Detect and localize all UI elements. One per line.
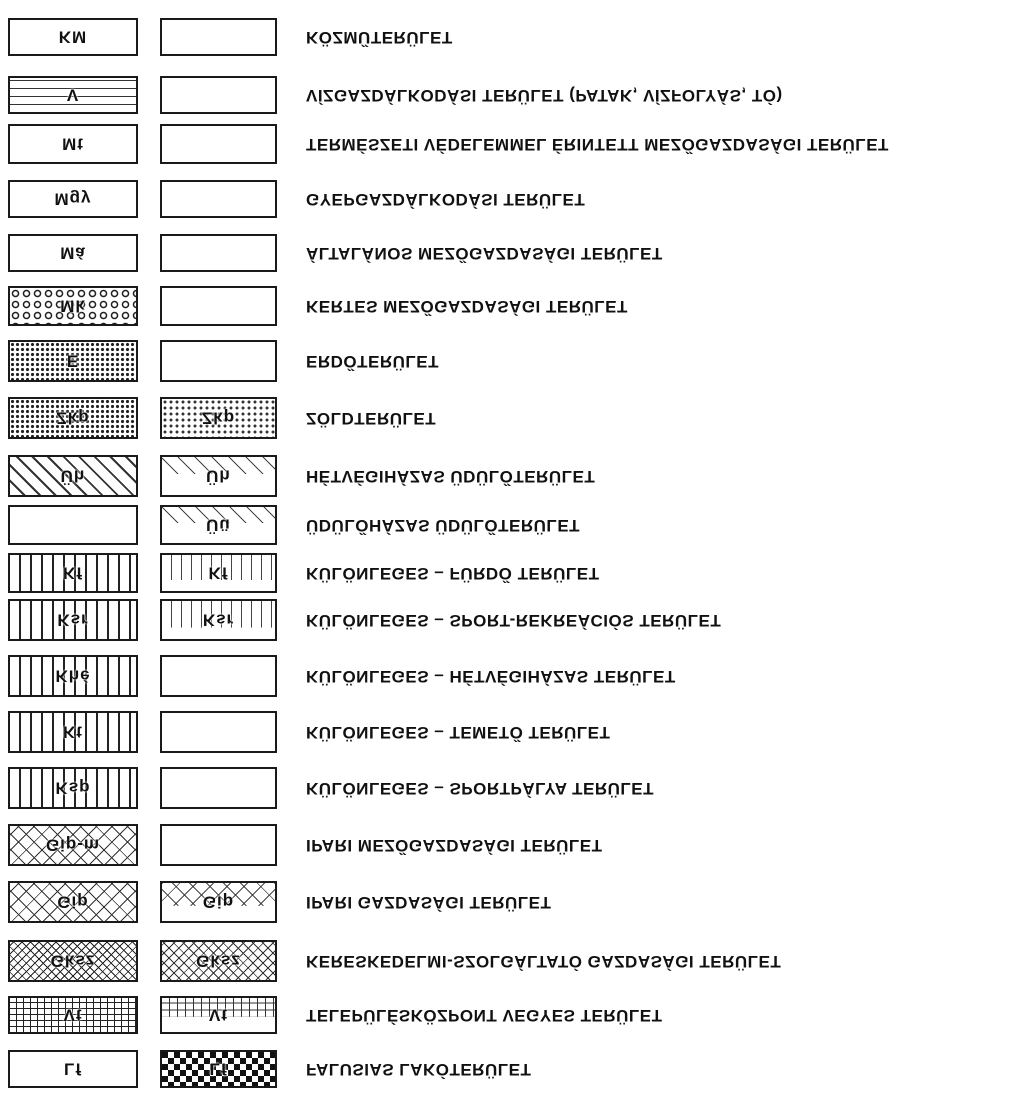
legend-swatch-left bbox=[8, 180, 138, 218]
zone-label: TERMÉSZETI VÉDELEMMEL ÉRINTETT MEZŐGAZDASÁGI TERÜLET bbox=[306, 135, 889, 154]
legend-swatch-right bbox=[160, 455, 277, 497]
legend-row bbox=[0, 455, 1011, 497]
legend-swatch-right bbox=[160, 655, 277, 697]
legend-row bbox=[0, 655, 1011, 697]
legend-row bbox=[0, 711, 1011, 753]
zone-code: Üh bbox=[206, 466, 231, 486]
legend-row bbox=[0, 767, 1011, 809]
legend-swatch-left bbox=[8, 124, 138, 164]
legend-swatch-left bbox=[8, 340, 138, 382]
legend-swatch-right bbox=[160, 599, 277, 641]
zone-code: Lf bbox=[63, 1059, 83, 1079]
legend-swatch-left bbox=[8, 1050, 138, 1088]
legend-row bbox=[0, 996, 1011, 1034]
zone-code: Khé bbox=[55, 666, 91, 686]
legend-row bbox=[0, 940, 1011, 982]
zone-label: TELEPÜLÉSKÖZPONT VEGYES TERÜLET bbox=[306, 1006, 663, 1025]
zone-code: Kt bbox=[63, 722, 83, 742]
legend-swatch-right bbox=[160, 824, 277, 866]
zone-code: Ksp bbox=[55, 778, 91, 798]
legend-swatch-left bbox=[8, 397, 138, 439]
legend-swatch-left bbox=[8, 234, 138, 272]
legend-row bbox=[0, 76, 1011, 114]
legend-swatch-right bbox=[160, 996, 277, 1034]
zone-label: FALUSIAS LAKÓTERÜLET bbox=[306, 1060, 532, 1079]
zone-label: GYEPGAZDÁLKODÁSI TERÜLET bbox=[306, 190, 586, 209]
legend-row bbox=[0, 124, 1011, 164]
legend-swatch-left bbox=[8, 18, 138, 56]
legend-swatch-right bbox=[160, 76, 277, 114]
legend-swatch-left bbox=[8, 940, 138, 982]
zone-code: Má bbox=[60, 243, 86, 263]
legend-swatch-left bbox=[8, 655, 138, 697]
legend-row bbox=[0, 340, 1011, 382]
zone-code: KM bbox=[58, 27, 88, 47]
legend-swatch-left bbox=[8, 996, 138, 1034]
legend-swatch-right bbox=[160, 553, 277, 593]
legend-swatch-left bbox=[8, 455, 138, 497]
zone-code: Lf bbox=[209, 1059, 228, 1079]
zone-code: Mk bbox=[60, 296, 86, 316]
legend-swatch-right bbox=[160, 234, 277, 272]
zone-label: KERTES MEZŐGAZDASÁGI TERÜLET bbox=[306, 297, 628, 316]
zone-code: Ksr bbox=[202, 610, 235, 630]
zone-label: HÉTVÉGIHÁZAS ÜDÜLŐTERÜLET bbox=[306, 467, 596, 486]
zone-code: Vt bbox=[63, 1005, 83, 1025]
legend-swatch-left bbox=[8, 505, 138, 545]
legend-swatch-left bbox=[8, 881, 138, 923]
legend-row bbox=[0, 286, 1011, 326]
zone-label: KÜLÖNLEGES – SPORTPÁLYA TERÜLET bbox=[306, 779, 654, 798]
zone-code: Zkp bbox=[56, 408, 90, 428]
legend-row bbox=[0, 505, 1011, 545]
zone-code: Vt bbox=[209, 1005, 228, 1025]
zone-label: ERDŐTERÜLET bbox=[306, 352, 439, 371]
zone-code: Gip bbox=[57, 892, 89, 912]
legend-swatch-left bbox=[8, 767, 138, 809]
legend-row bbox=[0, 599, 1011, 641]
zone-label: ÁLTALÁNOS MEZŐGAZDASÁGI TERÜLET bbox=[306, 244, 663, 263]
legend-row bbox=[0, 18, 1011, 56]
zone-code: Mgy bbox=[54, 189, 92, 209]
legend-swatch-right bbox=[160, 124, 277, 164]
zone-code: Üh bbox=[60, 466, 86, 486]
zone-code: V bbox=[66, 85, 80, 105]
zone-label: KÜLÖNLEGES – HÉTVÉGIHÁZAS TERÜLET bbox=[306, 667, 676, 686]
legend-swatch-right bbox=[160, 767, 277, 809]
legend-swatch-left bbox=[8, 599, 138, 641]
zone-label: KERESKEDELMI-SZOLGÁLTATÓ GAZDASÁGI TERÜLET bbox=[306, 952, 782, 971]
zone-code: Gksz bbox=[196, 951, 241, 971]
legend-swatch-left bbox=[8, 711, 138, 753]
legend-swatch-right bbox=[160, 397, 277, 439]
zone-code: Mt bbox=[62, 134, 84, 154]
zone-code: Gip bbox=[202, 892, 235, 912]
legend-row bbox=[0, 234, 1011, 272]
zone-label: VÍZGAZDÁLKODÁSI TERÜLET (PATAK, VÍZFOLYÁS, TÓ) bbox=[306, 86, 783, 105]
legend-swatch-right bbox=[160, 340, 277, 382]
legend-swatch-right bbox=[160, 505, 277, 545]
zone-code: Zkp bbox=[201, 408, 236, 428]
zone-label: KÖZMŰTERÜLET bbox=[306, 28, 453, 47]
zone-code: E bbox=[66, 351, 80, 371]
zone-label: IPARI GAZDASÁGI TERÜLET bbox=[306, 893, 552, 912]
legend-row bbox=[0, 180, 1011, 218]
zone-label: KÜLÖNLEGES – FÜRDŐ TERÜLET bbox=[306, 564, 600, 583]
zone-code: Gip-m bbox=[45, 835, 101, 855]
legend-swatch-right bbox=[160, 940, 277, 982]
legend-swatch-right bbox=[160, 711, 277, 753]
legend-swatch-right bbox=[160, 1050, 277, 1088]
zone-label: ÜDÜLŐHÁZAS ÜDÜLŐTERÜLET bbox=[306, 516, 581, 535]
legend-row bbox=[0, 824, 1011, 866]
zone-code: Üü bbox=[206, 515, 231, 535]
zone-code: Kf bbox=[63, 563, 83, 583]
legend-swatch-right bbox=[160, 881, 277, 923]
legend-row bbox=[0, 553, 1011, 593]
legend-swatch-right bbox=[160, 286, 277, 326]
legend-row bbox=[0, 397, 1011, 439]
legend-swatch-left bbox=[8, 286, 138, 326]
legend-row bbox=[0, 881, 1011, 923]
legend-swatch-left bbox=[8, 76, 138, 114]
legend-swatch-left bbox=[8, 553, 138, 593]
legend-row bbox=[0, 1050, 1011, 1088]
zone-code: Gksz bbox=[50, 951, 96, 971]
zone-code: Kf bbox=[208, 563, 229, 583]
zone-label: KÜLÖNLEGES – SPORT-REKREÁCIÓS TERÜLET bbox=[306, 611, 722, 630]
zone-label: IPARI MEZŐGAZDASÁGI TERÜLET bbox=[306, 836, 603, 855]
legend-swatch-right bbox=[160, 180, 277, 218]
legend-swatch-right bbox=[160, 18, 277, 56]
zone-label: KÜLÖNLEGES – TEMETŐ TERÜLET bbox=[306, 723, 611, 742]
legend-swatch-left bbox=[8, 824, 138, 866]
zone-label: ZÖLDTERÜLET bbox=[306, 409, 437, 428]
zone-code: Ksr bbox=[57, 610, 89, 630]
